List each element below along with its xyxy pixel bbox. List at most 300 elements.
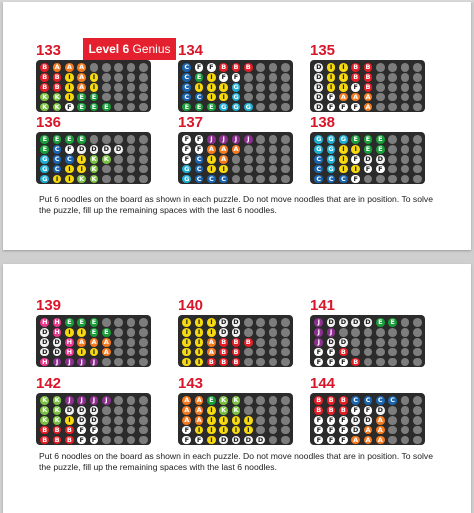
- empty-hole: [364, 358, 373, 367]
- noodle-segment: A: [377, 415, 383, 424]
- empty-hole: [102, 436, 111, 445]
- noodle-segment: F: [327, 416, 336, 425]
- noodle-segment: D: [352, 425, 359, 434]
- noodle-segment: K: [221, 396, 227, 404]
- noodle-segment: G: [42, 154, 48, 163]
- empty-hole: [256, 93, 265, 102]
- empty-hole: [269, 416, 278, 425]
- empty-hole: [127, 338, 136, 347]
- noodle-segment: I: [327, 63, 336, 72]
- empty-hole: [388, 416, 397, 425]
- noodle-segment: K: [54, 405, 60, 414]
- noodle-segment: B: [54, 72, 60, 81]
- noodle-segment: I: [219, 93, 228, 102]
- noodle-segment: I: [182, 328, 191, 337]
- empty-hole: [401, 145, 410, 154]
- noodle-segment: F: [327, 348, 336, 357]
- empty-hole: [256, 416, 265, 425]
- empty-hole: [256, 103, 265, 112]
- noodle-segment: H: [66, 347, 73, 356]
- noodle-segment: J: [314, 338, 323, 347]
- empty-hole: [256, 318, 265, 327]
- noodle-segment: D: [328, 318, 334, 326]
- empty-hole: [401, 416, 410, 425]
- noodle-segment: A: [208, 347, 214, 356]
- empty-hole: [139, 155, 148, 164]
- puzzle-139: [36, 298, 152, 368]
- empty-hole: [256, 155, 265, 164]
- puzzle-board: [310, 393, 425, 445]
- noodle-segment: E: [376, 135, 385, 144]
- noodle-segment: I: [207, 318, 216, 327]
- noodle-segment: K: [42, 102, 48, 111]
- empty-hole: [114, 63, 123, 72]
- noodle-segment: B: [328, 396, 334, 404]
- noodle-segment: B: [353, 357, 359, 366]
- noodle-segment: B: [42, 435, 48, 444]
- noodle-segment: J: [314, 328, 323, 337]
- noodle-segment: I: [65, 175, 74, 184]
- empty-hole: [281, 358, 290, 367]
- noodle-segment: A: [196, 396, 202, 404]
- noodle-segment: C: [182, 83, 191, 92]
- noodle-segment: I: [219, 165, 228, 174]
- noodle-segment: I: [65, 165, 74, 174]
- empty-hole: [114, 103, 123, 112]
- noodle-segment: E: [102, 328, 111, 337]
- noodle-segment: F: [327, 358, 336, 367]
- empty-hole: [376, 348, 385, 357]
- noodle-segment: G: [328, 154, 334, 163]
- empty-hole: [401, 175, 410, 184]
- empty-hole: [388, 73, 397, 82]
- noodle-segment: F: [314, 436, 323, 445]
- noodle-segment: I: [207, 73, 216, 82]
- empty-hole: [269, 103, 278, 112]
- empty-hole: [256, 175, 265, 184]
- noodle-segment: I: [195, 328, 204, 337]
- empty-hole: [244, 165, 253, 174]
- noodle-segment: D: [245, 435, 251, 444]
- noodle-segment: I: [195, 83, 204, 92]
- noodle-segment: C: [314, 175, 323, 184]
- noodle-segment: C: [182, 93, 191, 102]
- noodle-segment: D: [66, 405, 73, 414]
- empty-hole: [139, 406, 148, 415]
- empty-hole: [139, 175, 148, 184]
- empty-hole: [281, 73, 290, 82]
- noodle-segment: G: [184, 174, 190, 183]
- puzzle-number: 142: [36, 375, 62, 392]
- puzzle-board: [310, 132, 425, 184]
- noodle-segment: B: [353, 72, 359, 81]
- empty-hole: [269, 165, 278, 174]
- empty-hole: [388, 63, 397, 72]
- noodle-segment: I: [195, 426, 204, 435]
- empty-hole: [139, 416, 148, 425]
- noodle-segment: E: [65, 318, 74, 327]
- noodle-segment: G: [328, 135, 334, 143]
- noodle-segment: I: [77, 155, 86, 164]
- noodle-segment: B: [328, 405, 334, 414]
- noodle-segment: K: [54, 396, 60, 404]
- noodle-segment: A: [353, 92, 359, 101]
- noodle-segment: E: [77, 318, 86, 327]
- noodle-segment: F: [364, 165, 373, 174]
- noodle-segment: G: [233, 92, 239, 101]
- empty-hole: [256, 83, 265, 92]
- noodle-segment: F: [339, 103, 348, 112]
- noodle-segment: I: [182, 348, 191, 357]
- noodle-segment: I: [65, 328, 74, 337]
- noodle-segment: K: [42, 92, 48, 101]
- puzzle-number: 139: [36, 297, 62, 314]
- noodle-segment: E: [388, 318, 397, 327]
- noodle-segment: J: [65, 396, 74, 405]
- empty-hole: [102, 135, 111, 144]
- noodle-segment: B: [42, 72, 48, 81]
- noodle-segment: D: [233, 435, 239, 444]
- empty-hole: [244, 328, 253, 337]
- empty-hole: [269, 175, 278, 184]
- empty-hole: [139, 436, 148, 445]
- noodle-segment: D: [115, 144, 122, 153]
- empty-hole: [401, 338, 410, 347]
- noodle-segment: J: [53, 358, 62, 367]
- empty-hole: [413, 175, 422, 184]
- empty-hole: [114, 396, 123, 405]
- noodle-segment: F: [232, 73, 241, 82]
- empty-hole: [139, 358, 148, 367]
- noodle-segment: A: [221, 144, 227, 153]
- empty-hole: [232, 175, 241, 184]
- empty-hole: [256, 426, 265, 435]
- empty-hole: [388, 406, 397, 415]
- noodle-segment: F: [339, 436, 348, 445]
- noodle-segment: G: [328, 164, 334, 173]
- puzzle-board: [178, 393, 293, 445]
- noodle-segment: I: [327, 73, 336, 82]
- noodle-segment: E: [77, 93, 86, 102]
- empty-hole: [102, 406, 111, 415]
- noodle-segment: I: [339, 165, 348, 174]
- empty-hole: [102, 165, 111, 174]
- empty-hole: [281, 145, 290, 154]
- noodle-segment: J: [90, 396, 99, 405]
- noodle-segment: B: [42, 63, 48, 71]
- puzzle-board: [36, 393, 151, 445]
- empty-hole: [269, 135, 278, 144]
- empty-hole: [127, 348, 136, 357]
- noodle-segment: A: [103, 347, 109, 356]
- noodle-segment: B: [365, 82, 371, 91]
- noodle-segment: I: [182, 318, 191, 327]
- noodle-segment: D: [316, 72, 322, 81]
- empty-hole: [281, 135, 290, 144]
- empty-hole: [114, 338, 123, 347]
- noodle-segment: E: [376, 318, 385, 327]
- level-label: Level 6: [88, 42, 130, 56]
- noodle-segment: I: [195, 358, 204, 367]
- noodle-segment: I: [207, 406, 216, 415]
- noodle-segment: K: [233, 405, 239, 414]
- puzzle-137: [178, 115, 294, 185]
- empty-hole: [388, 175, 397, 184]
- puzzle-number: 136: [36, 114, 62, 131]
- noodle-segment: G: [184, 164, 190, 173]
- empty-hole: [281, 338, 290, 347]
- empty-hole: [232, 165, 241, 174]
- noodle-segment: B: [245, 63, 251, 71]
- puzzle-board: [178, 132, 293, 184]
- noodle-segment: I: [351, 165, 360, 174]
- noodle-segment: K: [233, 396, 239, 404]
- empty-hole: [401, 63, 410, 72]
- noodle-segment: J: [102, 396, 111, 405]
- noodle-segment: J: [327, 328, 336, 337]
- noodle-segment: I: [244, 416, 253, 425]
- noodle-segment: F: [182, 426, 191, 435]
- noodle-segment: F: [182, 145, 191, 154]
- empty-hole: [388, 426, 397, 435]
- noodle-segment: I: [327, 83, 336, 92]
- empty-hole: [388, 338, 397, 347]
- noodle-segment: C: [195, 165, 204, 174]
- empty-hole: [281, 103, 290, 112]
- noodle-segment: A: [79, 63, 85, 71]
- empty-hole: [281, 328, 290, 337]
- noodle-segment: E: [40, 135, 49, 144]
- noodle-segment: G: [340, 135, 347, 143]
- noodle-segment: J: [77, 396, 86, 405]
- noodle-segment: F: [351, 175, 360, 184]
- noodle-segment: G: [233, 102, 239, 111]
- noodle-segment: B: [233, 357, 239, 366]
- empty-hole: [139, 135, 148, 144]
- noodle-segment: C: [53, 145, 62, 154]
- puzzle-board: [36, 60, 151, 112]
- empty-hole: [364, 175, 373, 184]
- empty-hole: [281, 155, 290, 164]
- noodle-segment: D: [316, 63, 322, 71]
- empty-hole: [127, 426, 136, 435]
- noodle-segment: A: [79, 337, 85, 346]
- noodle-segment: A: [365, 92, 371, 101]
- noodle-segment: E: [195, 73, 204, 82]
- empty-hole: [139, 83, 148, 92]
- empty-hole: [269, 396, 278, 405]
- empty-hole: [413, 73, 422, 82]
- empty-hole: [376, 83, 385, 92]
- noodle-segment: F: [327, 436, 336, 445]
- puzzle-135: [310, 43, 426, 113]
- noodle-segment: F: [195, 145, 204, 154]
- noodle-segment: F: [314, 358, 323, 367]
- empty-hole: [244, 358, 253, 367]
- noodle-segment: J: [207, 135, 216, 144]
- empty-hole: [388, 145, 397, 154]
- noodle-segment: A: [340, 92, 346, 101]
- noodle-segment: F: [195, 436, 204, 445]
- noodle-segment: A: [221, 154, 227, 163]
- empty-hole: [413, 328, 422, 337]
- noodle-segment: F: [182, 436, 191, 445]
- noodle-segment: I: [182, 358, 191, 367]
- instructions-text: Put 6 noodles on the board as shown in each puzzle. Do not move noodles that are in position. To solve the puzzle, fill up the remaining spaces with the last 6 noodles.: [39, 451, 433, 472]
- empty-hole: [281, 348, 290, 357]
- noodle-segment: I: [65, 416, 74, 425]
- empty-hole: [281, 396, 290, 405]
- empty-hole: [114, 83, 123, 92]
- empty-hole: [388, 83, 397, 92]
- noodle-segment: J: [232, 135, 241, 144]
- noodle-segment: A: [184, 396, 190, 404]
- empty-hole: [244, 175, 253, 184]
- noodle-segment: I: [77, 348, 86, 357]
- noodle-segment: E: [207, 396, 216, 405]
- empty-hole: [90, 63, 99, 72]
- puzzle-board: [178, 60, 293, 112]
- noodle-segment: E: [90, 318, 99, 327]
- noodle-segment: I: [339, 155, 348, 164]
- empty-hole: [114, 348, 123, 357]
- empty-hole: [127, 318, 136, 327]
- empty-hole: [401, 358, 410, 367]
- empty-hole: [413, 358, 422, 367]
- puzzle-number: 135: [310, 42, 336, 59]
- noodle-segment: I: [339, 73, 348, 82]
- empty-hole: [256, 135, 265, 144]
- noodle-segment: F: [314, 416, 323, 425]
- noodle-segment: D: [352, 415, 359, 424]
- noodle-segment: B: [340, 347, 346, 356]
- noodle-segment: D: [42, 327, 48, 336]
- empty-hole: [102, 358, 111, 367]
- noodle-segment: E: [77, 103, 86, 112]
- puzzle-board: [36, 132, 151, 184]
- puzzle-number: 137: [178, 114, 204, 131]
- noodle-segment: I: [207, 328, 216, 337]
- empty-hole: [269, 426, 278, 435]
- empty-hole: [413, 416, 422, 425]
- puzzle-board: [310, 315, 425, 367]
- empty-hole: [388, 135, 397, 144]
- noodle-segment: F: [182, 135, 191, 144]
- noodle-segment: E: [195, 103, 204, 112]
- empty-hole: [269, 328, 278, 337]
- noodle-segment: B: [66, 435, 72, 444]
- empty-hole: [102, 93, 111, 102]
- empty-hole: [139, 338, 148, 347]
- noodle-segment: I: [77, 328, 86, 337]
- empty-hole: [269, 348, 278, 357]
- noodle-segment: I: [53, 175, 62, 184]
- empty-hole: [351, 338, 360, 347]
- noodle-segment: F: [376, 165, 385, 174]
- empty-hole: [256, 348, 265, 357]
- empty-hole: [244, 145, 253, 154]
- noodle-segment: E: [40, 145, 49, 154]
- noodle-segment: A: [208, 144, 214, 153]
- empty-hole: [139, 426, 148, 435]
- puzzle-142: [36, 376, 152, 446]
- noodle-segment: F: [314, 348, 323, 357]
- empty-hole: [401, 93, 410, 102]
- puzzle-number: 134: [178, 42, 204, 59]
- noodle-segment: C: [182, 63, 191, 72]
- noodle-segment: D: [377, 405, 383, 414]
- noodle-segment: B: [54, 425, 60, 434]
- noodle-segment: B: [233, 347, 239, 356]
- empty-hole: [127, 73, 136, 82]
- noodle-segment: F: [339, 426, 348, 435]
- empty-hole: [139, 93, 148, 102]
- noodle-segment: I: [65, 93, 74, 102]
- noodle-segment: D: [316, 102, 322, 111]
- empty-hole: [269, 406, 278, 415]
- noodle-segment: H: [42, 357, 48, 366]
- empty-hole: [269, 73, 278, 82]
- noodle-segment: B: [54, 435, 60, 444]
- empty-hole: [256, 358, 265, 367]
- noodle-segment: B: [316, 405, 322, 414]
- noodle-segment: I: [219, 426, 228, 435]
- empty-hole: [139, 103, 148, 112]
- noodle-segment: A: [365, 102, 371, 111]
- empty-hole: [376, 103, 385, 112]
- empty-hole: [388, 103, 397, 112]
- noodle-segment: E: [90, 93, 99, 102]
- empty-hole: [281, 416, 290, 425]
- empty-hole: [401, 103, 410, 112]
- puzzle-number: 133: [36, 42, 62, 59]
- empty-hole: [139, 73, 148, 82]
- empty-hole: [114, 175, 123, 184]
- noodle-segment: E: [364, 135, 373, 144]
- noodle-segment: D: [365, 318, 371, 326]
- noodle-segment: F: [90, 426, 99, 435]
- noodle-segment: C: [351, 396, 360, 405]
- noodle-segment: D: [42, 347, 48, 356]
- noodle-segment: F: [182, 155, 191, 164]
- noodle-segment: I: [232, 426, 241, 435]
- empty-hole: [256, 328, 265, 337]
- empty-hole: [281, 165, 290, 174]
- empty-hole: [401, 135, 410, 144]
- difficulty-label: Genius: [132, 42, 171, 56]
- noodle-segment: B: [233, 63, 239, 71]
- empty-hole: [364, 338, 373, 347]
- noodle-segment: G: [316, 144, 322, 153]
- puzzle-board: [178, 315, 293, 367]
- noodle-segment: D: [54, 347, 60, 356]
- empty-hole: [376, 358, 385, 367]
- noodle-segment: B: [221, 63, 227, 71]
- noodle-segment: C: [388, 396, 397, 405]
- empty-hole: [114, 426, 123, 435]
- noodle-segment: F: [65, 103, 74, 112]
- empty-hole: [244, 348, 253, 357]
- empty-hole: [102, 416, 111, 425]
- empty-hole: [388, 436, 397, 445]
- noodle-segment: I: [339, 83, 348, 92]
- noodle-segment: C: [53, 155, 62, 164]
- noodle-segment: D: [78, 144, 85, 153]
- empty-hole: [269, 318, 278, 327]
- empty-hole: [102, 83, 111, 92]
- noodle-segment: I: [77, 165, 86, 174]
- noodle-segment: B: [221, 337, 227, 346]
